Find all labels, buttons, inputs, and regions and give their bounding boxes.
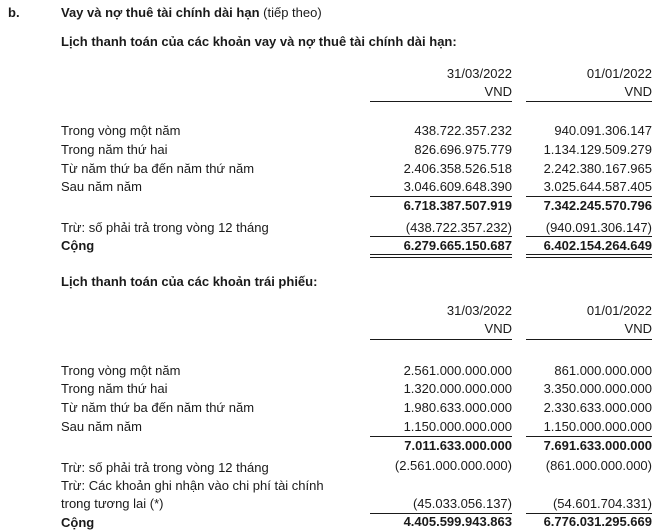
section-label: b.: [8, 5, 20, 20]
loans-col2-subtotal-rule: [526, 196, 652, 197]
bonds-col1-header-rule: [370, 339, 512, 340]
loans-col2-total-rule: [526, 236, 652, 237]
bonds-col1-date: 31/03/2022: [446, 303, 512, 318]
loans-row-v2: 940.091.306.147: [554, 123, 652, 138]
loans-row-label: Trong vòng một năm: [61, 123, 181, 138]
bonds-col2-date: 01/01/2022: [586, 303, 652, 318]
loans-col1-double-rule: [370, 254, 512, 258]
loans-less-label: Trừ: số phải trả trong vòng 12 tháng: [61, 220, 269, 235]
bonds-row-v2: 1.150.000.000.000: [543, 419, 652, 434]
bonds-subtotal-v1: 7.011.633.000.000: [404, 438, 512, 453]
bonds-col2-header-rule: [526, 339, 652, 340]
bonds-heading: Lịch thanh toán của các khoản trái phiếu:: [61, 274, 318, 289]
bonds-row-label: Trong năm thứ hai: [61, 381, 168, 396]
bonds-less-label: Trừ: số phải trả trong vòng 12 tháng: [61, 460, 269, 475]
bonds-less-v1: (2.561.000.000.000): [394, 458, 512, 473]
loans-total-v1: 6.279.665.150.687: [403, 238, 512, 253]
loans-row-label: Sau năm năm: [61, 179, 142, 194]
loans-col2-date: 01/01/2022: [586, 66, 652, 81]
loans-row-v1: 438.722.357.232: [414, 123, 512, 138]
bonds-row-v1: 1.320.000.000.000: [403, 381, 512, 396]
bonds-row-v1: 2.561.000.000.000: [403, 363, 512, 378]
loans-total-label: Cộng: [61, 238, 95, 253]
loans-less-v2: (940.091.306.147): [545, 220, 652, 235]
bonds-subtotal-v2: 7.691.633.000.000: [543, 438, 652, 453]
loans-col1-header-rule: [370, 101, 512, 102]
bonds-row-v2: 2.330.633.000.000: [543, 400, 652, 415]
section-title-suffix: (tiếp theo): [263, 5, 322, 20]
bonds-less-v2: (861.000.000.000): [545, 458, 652, 473]
bonds-col2-currency: VND: [624, 321, 652, 336]
loans-col1-total-rule: [370, 236, 512, 237]
loans-col2-double-rule: [526, 254, 652, 258]
bonds-col1-subtotal-rule: [370, 436, 512, 437]
bonds-total-label: Cộng: [61, 515, 95, 530]
loans-row-v2: 2.242.380.167.965: [543, 161, 652, 176]
loans-row-v2: 3.025.644.587.405: [543, 179, 652, 194]
bonds-row-label: Trong vòng một năm: [61, 363, 181, 378]
bonds-row-v2: 861.000.000.000: [554, 363, 652, 378]
bonds-row-v2: 3.350.000.000.000: [543, 381, 652, 396]
bonds-col2-subtotal-rule: [526, 436, 652, 437]
loans-subtotal-v1: 6.718.387.507.919: [403, 198, 512, 213]
loans-less-v1: (438.722.357.232): [405, 220, 512, 235]
loans-row-v2: 1.134.129.509.279: [543, 142, 652, 157]
bonds-less2-label-line1: Trừ: Các khoản ghi nhận vào chi phí tài chính: [61, 478, 324, 493]
loans-total-v2: 6.402.154.264.649: [543, 238, 652, 253]
loans-row-v1: 826.696.975.779: [414, 142, 512, 157]
bonds-less2-v2: (54.601.704.331): [552, 496, 652, 511]
loans-subtotal-v2: 7.342.245.570.796: [543, 198, 652, 213]
loans-row-v1: 2.406.358.526.518: [403, 161, 512, 176]
loans-col1-subtotal-rule: [370, 196, 512, 197]
loans-row-v1: 3.046.609.648.390: [403, 179, 512, 194]
loans-col2-header-rule: [526, 101, 652, 102]
section-title-text: Vay và nợ thuê tài chính dài hạn: [61, 5, 260, 20]
bonds-less2-label-line2: trong tương lai (*): [61, 496, 164, 511]
bonds-row-label: Từ năm thứ ba đến năm thứ năm: [61, 400, 255, 415]
loans-col1-currency: VND: [484, 84, 512, 99]
loans-heading: Lịch thanh toán của các khoản vay và nợ thuê tài chính dài hạn:: [61, 34, 457, 49]
section-title: [61, 5, 322, 20]
bonds-total-v2: 6.776.031.295.669: [543, 514, 652, 529]
bonds-row-label: Sau năm năm: [61, 419, 142, 434]
bonds-total-v1: 4.405.599.943.863: [403, 514, 512, 529]
bonds-less2-v1: (45.033.056.137): [412, 496, 512, 511]
loans-row-label: Từ năm thứ ba đến năm thứ năm: [61, 161, 255, 176]
loans-col1-date: 31/03/2022: [446, 66, 512, 81]
bonds-col1-currency: VND: [484, 321, 512, 336]
bonds-row-v1: 1.150.000.000.000: [403, 419, 512, 434]
loans-col2-currency: VND: [624, 84, 652, 99]
loans-row-label: Trong năm thứ hai: [61, 142, 168, 157]
bonds-row-v1: 1.980.633.000.000: [403, 400, 512, 415]
